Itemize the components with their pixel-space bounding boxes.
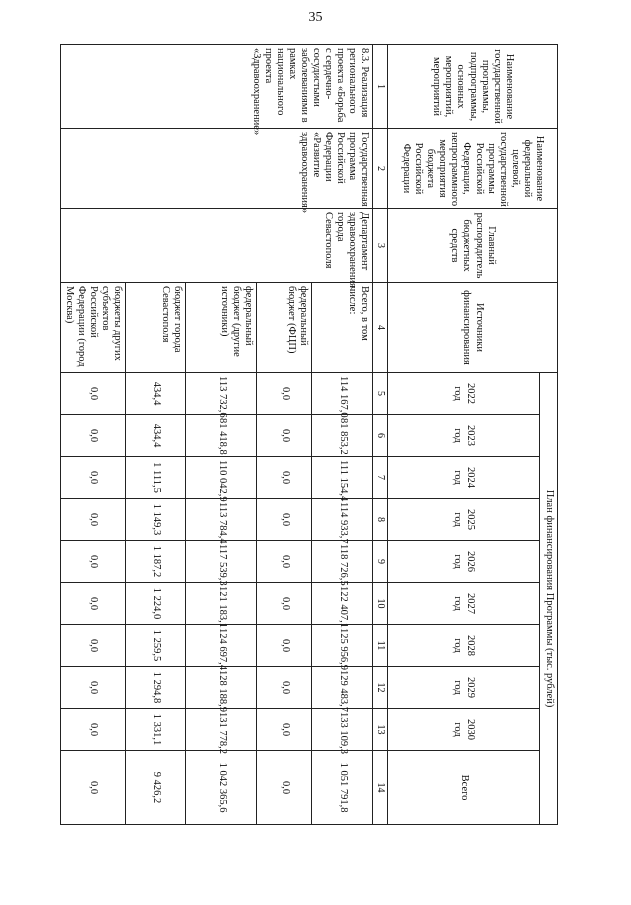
column-number: 9 (373, 541, 388, 583)
column-number: 14 (373, 751, 388, 825)
value-cell: 0,0 (61, 751, 126, 825)
financing-table (60, 44, 558, 825)
value-cell: 1 259,5 (126, 625, 186, 667)
column-number: 2 (373, 129, 388, 209)
value-cell: 0,0 (257, 667, 312, 709)
column-number: 4 (373, 283, 388, 373)
column-number: 11 (373, 625, 388, 667)
value-cell: 118 726,5 (312, 541, 373, 583)
column-number: 8 (373, 499, 388, 541)
value-cell: 0,0 (61, 667, 126, 709)
value-cell: 121 183,1 (186, 583, 257, 625)
value-cell: 81 853,2 (312, 415, 373, 457)
value-cell: 113 784,4 (186, 499, 257, 541)
column-number: 1 (373, 45, 388, 129)
rotated-table-container (64, 44, 558, 824)
value-cell: 114 167,0 (312, 373, 373, 415)
value-cell: 0,0 (61, 415, 126, 457)
page-number: 35 (308, 10, 323, 25)
value-cell: 1 149,3 (126, 499, 186, 541)
funding-source-cell: бюджеты других субъектов Российской Федерации (город Москва) (61, 283, 126, 373)
value-cell: 434,4 (126, 373, 186, 415)
value-cell: 0,0 (257, 415, 312, 457)
value-cell: 0,0 (61, 709, 126, 751)
budget-manager-blank (186, 209, 257, 283)
funding-source-cell: федеральный бюджет (ФЦП) (257, 283, 312, 373)
value-cell: 0,0 (61, 457, 126, 499)
value-cell: 0,0 (257, 583, 312, 625)
federal-program-cell: Государственная программа Российской Федерации «Развитие здравоохранения» (61, 129, 373, 209)
header-year-2026: 2026 год (388, 541, 540, 583)
budget-manager-blank (61, 209, 126, 283)
value-cell: 434,4 (126, 415, 186, 457)
value-cell: 122 407,1 (312, 583, 373, 625)
value-cell: 117 539,3 (186, 541, 257, 583)
value-cell: 1 187,2 (126, 541, 186, 583)
value-cell: 0,0 (61, 625, 126, 667)
header-financing-plan: План финансирования Программы (тыс. рублей) (540, 373, 558, 825)
header-budget-manager: Главный распорядитель бюджетных средств (388, 209, 558, 283)
budget-manager-blank (257, 209, 312, 283)
header-total: Всего (388, 751, 540, 825)
value-cell: 9 426,2 (126, 751, 186, 825)
column-number: 3 (373, 209, 388, 283)
value-cell: 1 111,5 (126, 457, 186, 499)
header-year-2027: 2027 год (388, 583, 540, 625)
column-number: 7 (373, 457, 388, 499)
value-cell: 1 224,0 (126, 583, 186, 625)
header-year-2030: 2030 год (388, 709, 540, 751)
value-cell: 1 331,1 (126, 709, 186, 751)
header-federal-program: Наименование федеральной целевой, государственной программы Российской Федерации, непрограммного мероприятия бюджета Российской Федерации (388, 129, 558, 209)
value-cell: 1 051 791,8 (312, 751, 373, 825)
value-cell: 124 697,4 (186, 625, 257, 667)
value-cell: 0,0 (257, 373, 312, 415)
header-year-2028: 2028 год (388, 625, 540, 667)
column-number: 13 (373, 709, 388, 751)
value-cell: 0,0 (257, 625, 312, 667)
value-cell: 0,0 (257, 457, 312, 499)
value-cell: 129 483,7 (312, 667, 373, 709)
value-cell: 114 933,7 (312, 499, 373, 541)
header-year-2023: 2023 год (388, 415, 540, 457)
value-cell: 0,0 (61, 499, 126, 541)
value-cell: 0,0 (257, 499, 312, 541)
value-cell: 0,0 (61, 583, 126, 625)
header-program-name: Наименование государственной программы, подпрограммы, основных мероприятий, мероприятий (388, 45, 558, 129)
value-cell: 0,0 (61, 373, 126, 415)
value-cell: 1 294,8 (126, 667, 186, 709)
column-number: 12 (373, 667, 388, 709)
value-cell: 0,0 (61, 541, 126, 583)
funding-source-cell: федеральный бюджет (другие источники) (186, 283, 257, 373)
value-cell: 81 418,8 (186, 415, 257, 457)
funding-source-cell: Всего, в том числе: (312, 283, 373, 373)
value-cell: 113 732,6 (186, 373, 257, 415)
value-cell: 125 956,9 (312, 625, 373, 667)
value-cell: 0,0 (257, 541, 312, 583)
value-cell: 1 042 365,6 (186, 751, 257, 825)
header-year-2024: 2024 год (388, 457, 540, 499)
value-cell: 111 154,4 (312, 457, 373, 499)
value-cell: 0,0 (257, 751, 312, 825)
program-item-cell: 8.3. Реализация регионального проекта «Борьба с сердечно-сосудистыми заболеваниями в рамках национального проекта «Здравоохранение» (61, 45, 373, 129)
header-year-2029: 2029 год (388, 667, 540, 709)
header-year-2022: 2022 год (388, 373, 540, 415)
value-cell: 110 042,9 (186, 457, 257, 499)
column-number: 5 (373, 373, 388, 415)
header-year-2025: 2025 год (388, 499, 540, 541)
budget-manager-cell: Департамент здравоохранения города Севастополя (312, 209, 373, 283)
value-cell: 0,0 (257, 709, 312, 751)
funding-source-cell: бюджет города Севастополя (126, 283, 186, 373)
table-row (312, 45, 373, 825)
header-funding-sources: Источники финансирования (388, 283, 558, 373)
column-number: 10 (373, 583, 388, 625)
value-cell: 133 109,3 (312, 709, 373, 751)
value-cell: 131 778,2 (186, 709, 257, 751)
budget-manager-blank (126, 209, 186, 283)
column-number: 6 (373, 415, 388, 457)
value-cell: 128 188,9 (186, 667, 257, 709)
